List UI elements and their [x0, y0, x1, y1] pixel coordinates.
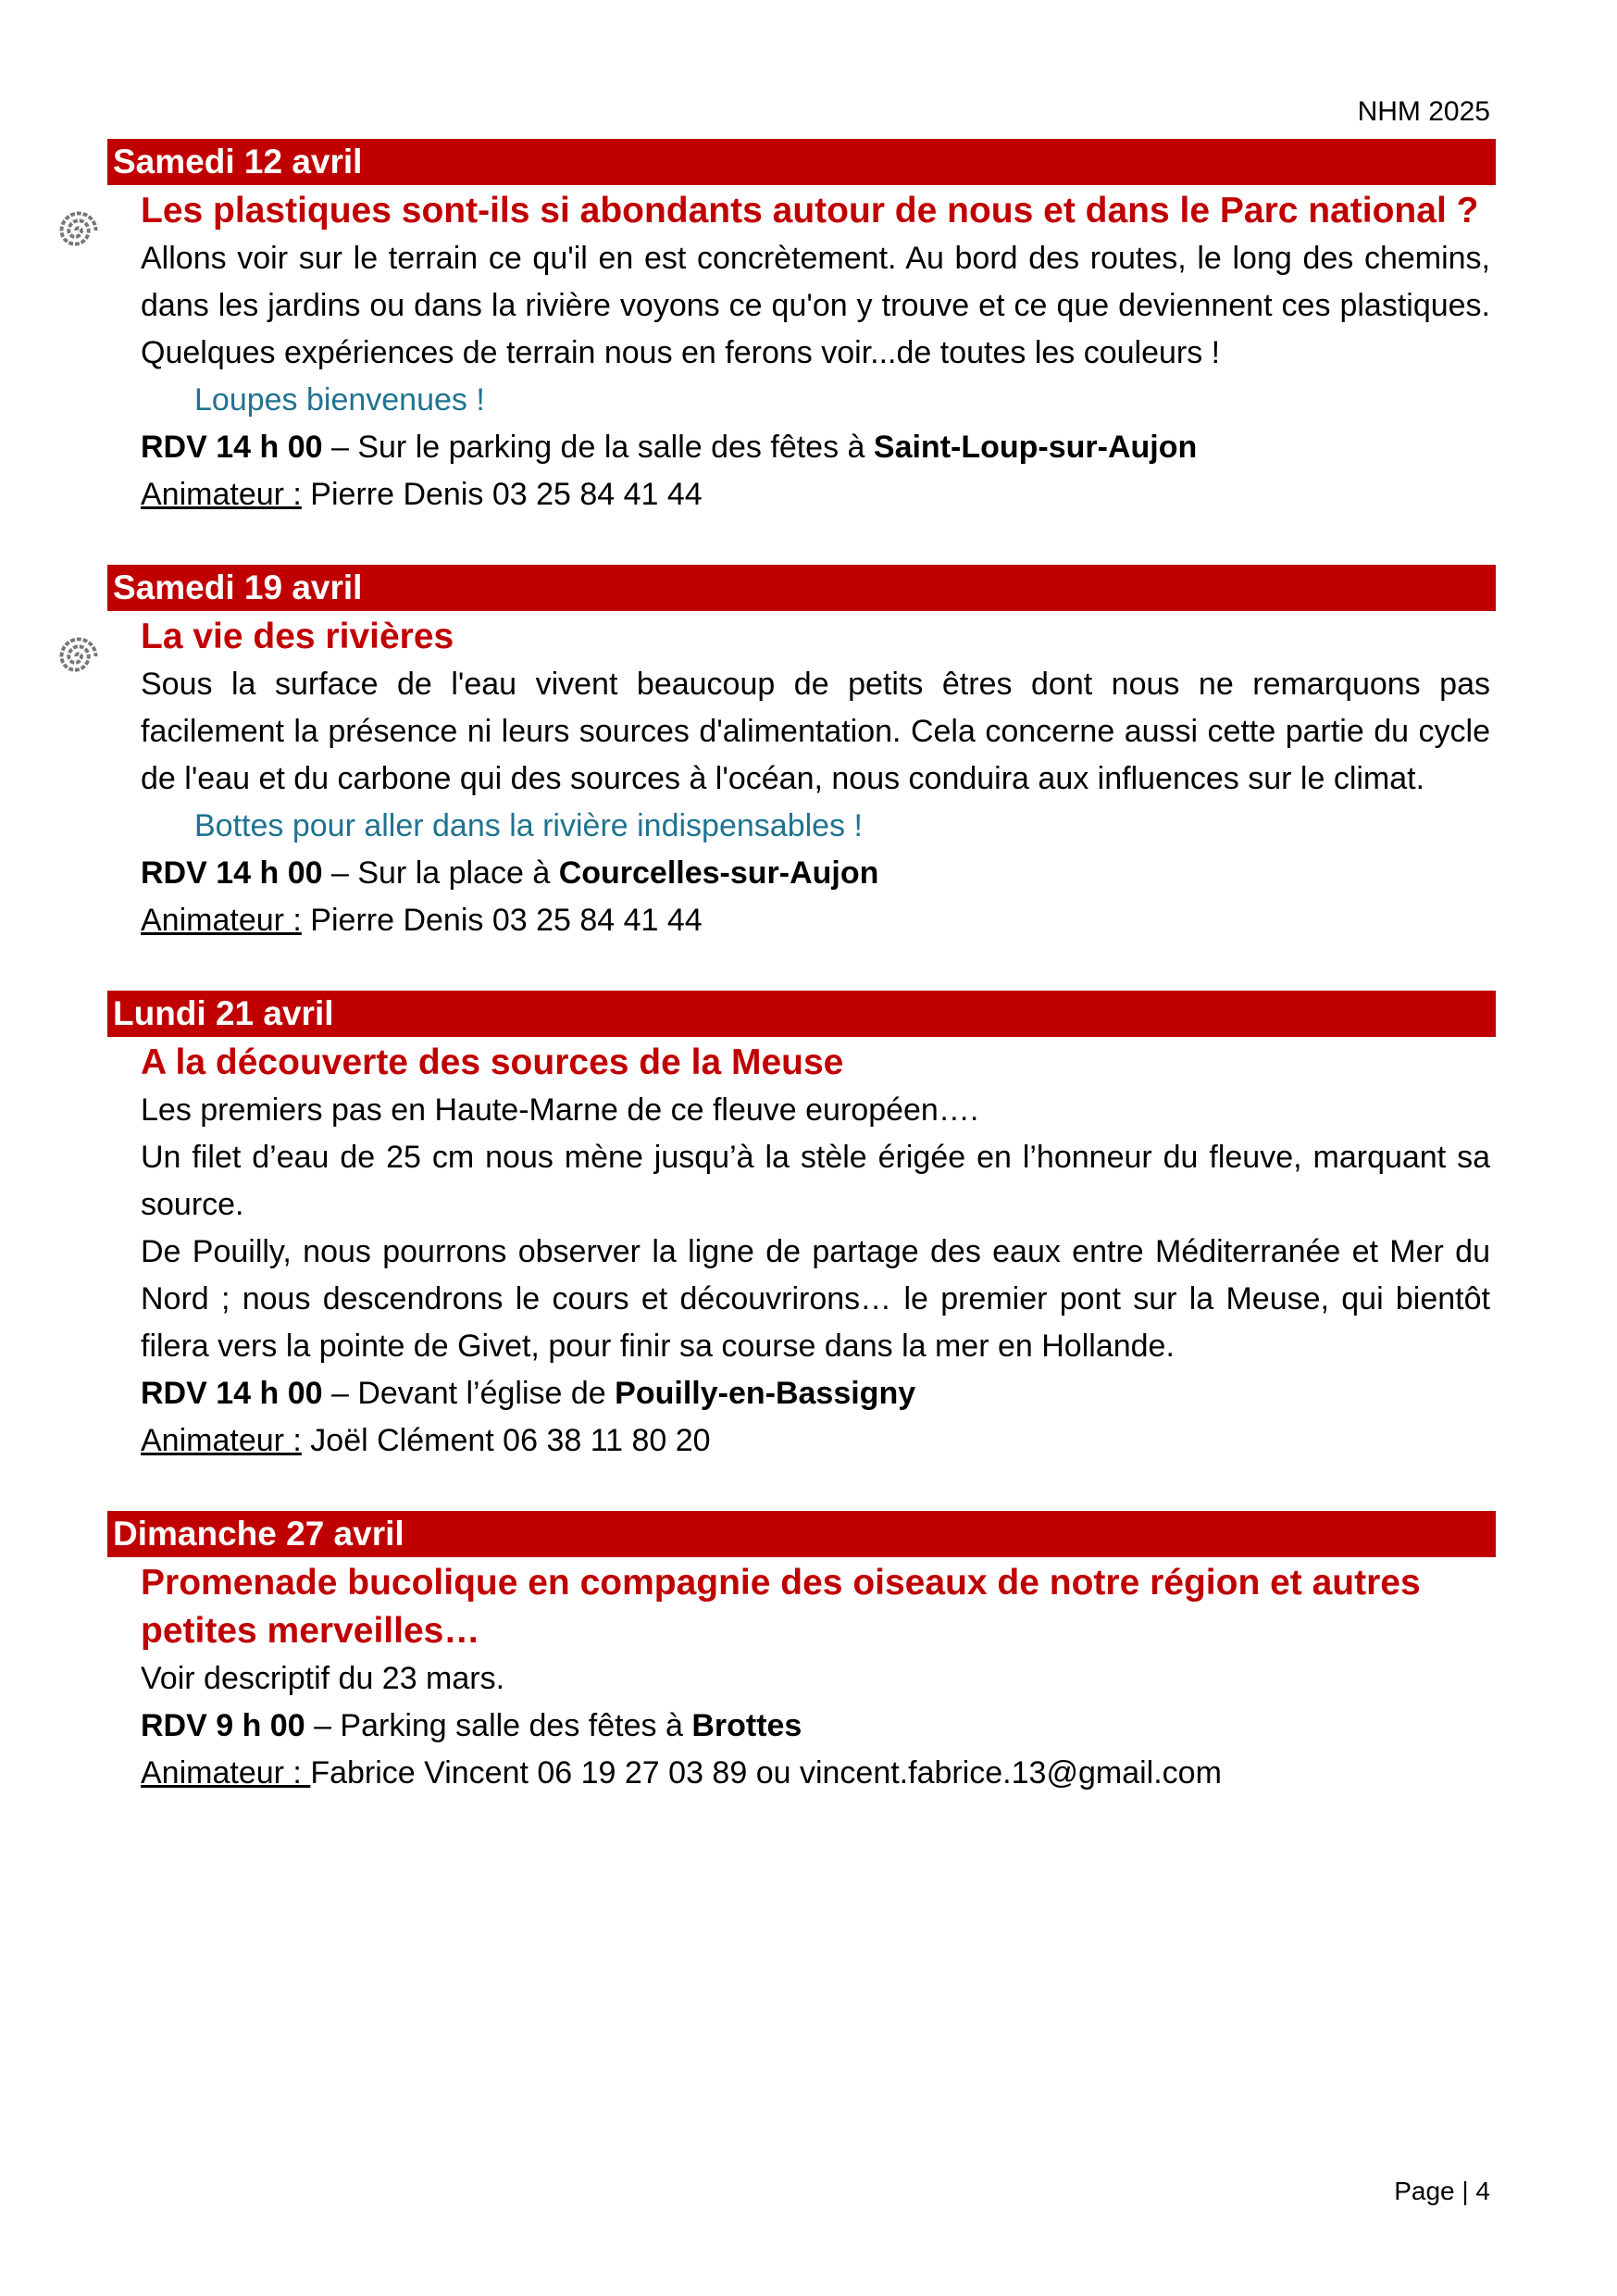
event-rdv: [141, 424, 1490, 471]
event-content: [141, 187, 1490, 518]
event-description: De Pouilly, nous pourrons observer la ligne de partage des eaux entre Méditerranée et Mer du Nord ; nous descendrons le cours et découvrirons… le premier pont sur la Meuse, qui bientôt filera vers la pointe de Givet, pour finir sa course dans la mer en Hollande.: [141, 1234, 1490, 1364]
rdv-place: Courcelles-sur-Aujon: [558, 855, 879, 891]
event-item: [0, 991, 1617, 1465]
event-title: A la découverte des sources de la Meuse: [141, 1042, 844, 1082]
event-content: [141, 1039, 1490, 1465]
animateur-label: Animateur :: [141, 1755, 311, 1791]
event-description: Un filet d’eau de 25 cm nous mène jusqu’à la stèle érigée en l’honneur du fleuve, marquant sa source.: [141, 1140, 1490, 1222]
animateur-label: Animateur :: [141, 477, 302, 512]
animateur-text: Joël Clément 06 38 11 80 20: [301, 1423, 711, 1458]
spiral-icon: [43, 620, 115, 693]
event-title: Les plastiques sont-ils si abondants autour de nous et dans le Parc national ?: [141, 191, 1479, 231]
event-animateur: [141, 897, 1490, 944]
event-item: [0, 139, 1617, 518]
event-description: Allons voir sur le terrain ce qu'il en est concrètement. Au bord des routes, le long des chemins, dans les jardins ou dans la rivière voyons ce qu'on y trouve et ce que deviennent ces plastiques. Quelques expériences de terrain nous en ferons voir...de toutes les couleurs !: [141, 241, 1490, 370]
event-note: Bottes pour aller dans la rivière indispensables !: [194, 808, 863, 843]
event-animateur: [141, 471, 1490, 518]
event-description: Voir descriptif du 23 mars.: [141, 1661, 505, 1696]
events-list: [0, 139, 1617, 1843]
page-number: Page | 4: [1394, 2177, 1490, 2205]
event-date-bar: Lundi 21 avril: [107, 991, 1496, 1037]
rdv-label: RDV 9 h 00: [141, 1708, 305, 1743]
event-item: [0, 1511, 1617, 1797]
event-date-bar: Samedi 19 avril: [107, 565, 1496, 611]
animateur-text: Pierre Denis 03 25 84 41 44: [301, 903, 703, 938]
rdv-label: RDV 14 h 00: [141, 1376, 323, 1411]
event-rdv: [141, 1703, 1490, 1750]
event-rdv: [141, 1370, 1490, 1417]
event-date-bar: Samedi 12 avril: [107, 139, 1496, 185]
event-content: [141, 1559, 1490, 1797]
event-content: [141, 613, 1490, 944]
animateur-text: Pierre Denis 03 25 84 41 44: [301, 477, 703, 512]
event-date-bar: Dimanche 27 avril: [107, 1511, 1496, 1557]
rdv-place: Brottes: [691, 1708, 802, 1743]
rdv-place: Saint-Loup-sur-Aujon: [873, 430, 1198, 465]
rdv-place: Pouilly-en-Bassigny: [615, 1376, 916, 1411]
rdv-label: RDV 14 h 00: [141, 430, 323, 465]
animateur-label: Animateur :: [141, 903, 302, 938]
rdv-text: – Parking salle des fêtes à: [305, 1708, 692, 1743]
event-animateur: [141, 1750, 1490, 1797]
event-description: Sous la surface de l'eau vivent beaucoup de petits êtres dont nous ne remarquons pas facilement la présence ni leurs sources d'alimentation. Cela concerne aussi cette partie du cycle de l'eau et du carbone qui des sources à l'océan, nous conduira aux influences sur le climat.: [141, 667, 1490, 796]
event-title: Promenade bucolique en compagnie des oiseaux de notre région et autres petites merveilles…: [141, 1563, 1421, 1651]
rdv-label: RDV 14 h 00: [141, 855, 323, 891]
header-label: NHM 2025: [1357, 96, 1490, 127]
animateur-text: Fabrice Vincent 06 19 27 03 89 ou vincent.fabrice.13@gmail.com: [310, 1755, 1222, 1791]
rdv-text: – Sur la place à: [322, 855, 559, 891]
spiral-icon: [43, 194, 115, 267]
event-item: [0, 565, 1617, 944]
rdv-text: – Sur le parking de la salle des fêtes à: [322, 430, 874, 465]
event-description: Les premiers pas en Haute-Marne de ce fleuve européen….: [141, 1092, 979, 1128]
animateur-label: Animateur :: [141, 1423, 302, 1458]
rdv-text: – Devant l’église de: [322, 1376, 616, 1411]
event-animateur: [141, 1417, 1490, 1465]
event-title: La vie des rivières: [141, 617, 454, 656]
event-rdv: [141, 850, 1490, 897]
event-note: Loupes bienvenues !: [194, 382, 485, 418]
